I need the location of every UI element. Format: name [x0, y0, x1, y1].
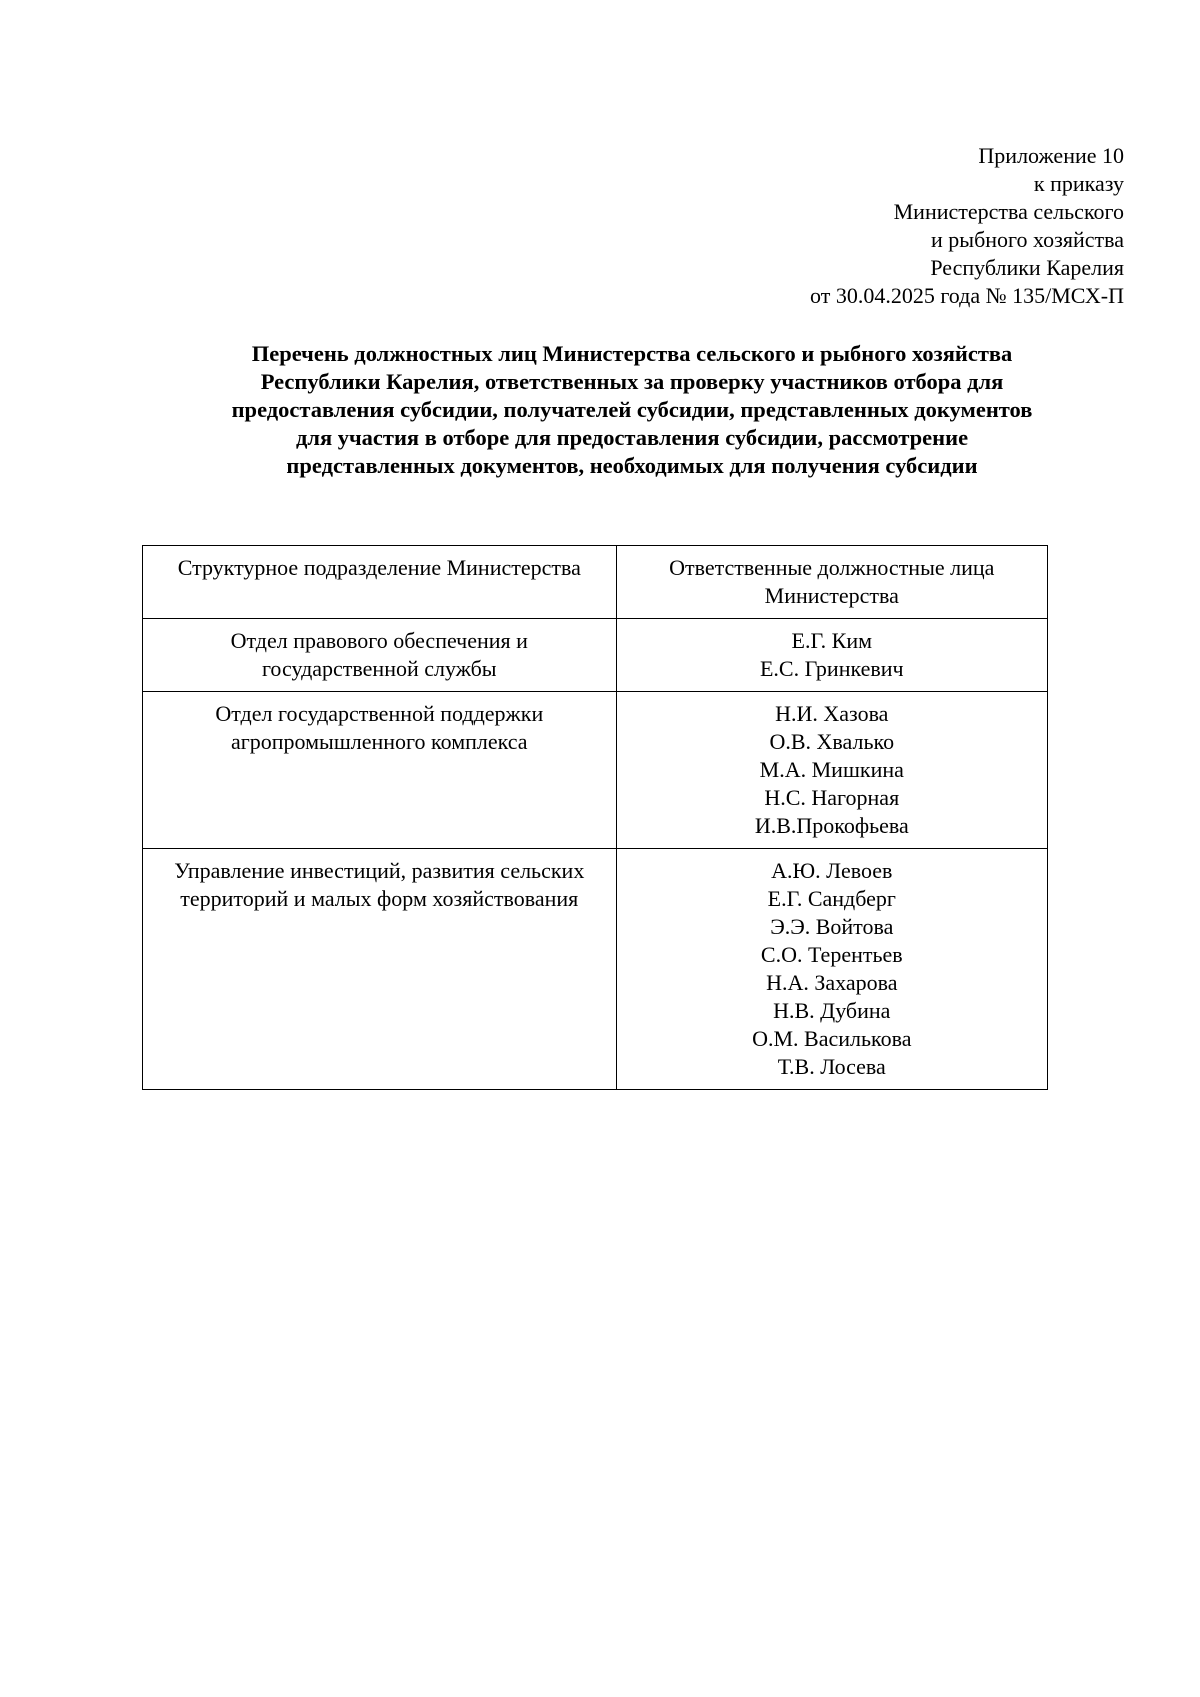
official-name: Т.В. Лосева [777, 1054, 886, 1079]
table-row [143, 619, 1048, 692]
title-line: Перечень должностных лиц Министерства сельского и рыбного хозяйства [251, 341, 1013, 366]
appendix-line: и рыбного хозяйства [931, 227, 1124, 252]
official-name: Е.Г. Ким [791, 628, 873, 653]
official-name: О.В. Хвалько [769, 729, 895, 754]
table-header-row [143, 546, 1048, 619]
table-row [143, 849, 1048, 1090]
officials-cell [616, 692, 1047, 849]
appendix-line: Министерства сельского [893, 199, 1124, 224]
official-name: И.В.Прокофьева [754, 813, 909, 838]
document-title [150, 340, 1114, 480]
department-cell: Управление инвестиций, развития сельских территорий и малых форм хозяйствования [143, 849, 617, 1090]
officials-cell [616, 619, 1047, 692]
officials-cell [616, 849, 1047, 1090]
department-cell: Отдел правового обеспечения и государственной службы [143, 619, 617, 692]
official-name: Н.А. Захарова [766, 970, 898, 995]
official-name: А.Ю. Левоев [771, 858, 893, 883]
header-department: Структурное подразделение Министерства [143, 546, 617, 619]
title-line: Республики Карелия, ответственных за проверку участников отбора для [260, 369, 1004, 394]
appendix-block [604, 142, 1124, 310]
official-name: М.А. Мишкина [759, 757, 904, 782]
appendix-line: Республики Карелия [930, 255, 1124, 280]
appendix-line: Приложение 10 [978, 143, 1124, 168]
title-line: для участия в отборе для предоставления субсидии, рассмотрение [295, 425, 969, 450]
appendix-line: к приказу [1033, 171, 1124, 196]
official-name: Е.Г. Сандберг [767, 886, 896, 911]
official-name: Н.В. Дубина [773, 998, 891, 1023]
table-row [143, 692, 1048, 849]
department-cell: Отдел государственной поддержки агропромышленного комплекса [143, 692, 617, 849]
officials-table [142, 545, 1048, 1090]
appendix-date-number: от 30.04.2025 года № 135/МСХ-П [810, 283, 1124, 308]
official-name: Н.И. Хазова [775, 701, 889, 726]
official-name: О.М. Василькова [752, 1026, 912, 1051]
title-line: представленных документов, необходимых для получения субсидии [286, 453, 978, 478]
official-name: Е.С. Гринкевич [759, 656, 904, 681]
official-name: Э.Э. Войтова [770, 914, 894, 939]
official-name: Н.С. Нагорная [764, 785, 900, 810]
official-name: С.О. Терентьев [760, 942, 903, 967]
header-officials: Ответственные должностные лица Министерства [616, 546, 1047, 619]
title-line: предоставления субсидии, получателей субсидии, представленных документов [231, 397, 1033, 422]
